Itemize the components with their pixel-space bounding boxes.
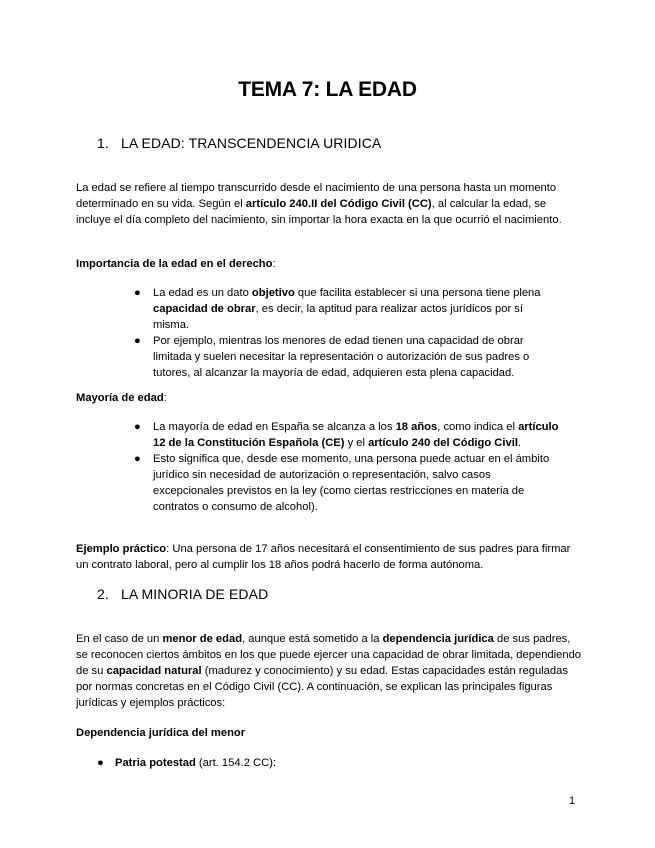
text-run: La mayoría de edad en España se alcanza a los bbox=[153, 421, 396, 433]
bullet-item bbox=[0, 285, 561, 333]
text-run: La edad se refiere al tiempo transcurrido desde el nacimiento de una persona hasta un momento determinado en su vida. Según el bbox=[76, 182, 557, 210]
bold-text-run: artículo 240 del Código Civil bbox=[368, 437, 518, 449]
text-run: . bbox=[517, 437, 522, 449]
text-run: , como indica el bbox=[437, 421, 519, 433]
section-2-intro bbox=[76, 631, 581, 711]
bullet-dot-icon: ● bbox=[134, 287, 141, 299]
section-1-intro bbox=[76, 180, 581, 228]
text-run: : Una persona de 17 años necesitará el consentimiento de sus padres para firmar un contrato laboral, pero al cumplir los 18 años podrá hacerlo de forma autónoma. bbox=[76, 543, 571, 571]
ejemplo-practico bbox=[76, 541, 581, 573]
bold-text-run: artículo 240.II del Código Civil (CC) bbox=[245, 198, 432, 210]
bullet-dot-icon: ● bbox=[134, 421, 141, 433]
bold-text-run: capacidad natural bbox=[106, 665, 202, 677]
text-run: En el caso de un bbox=[76, 633, 163, 645]
bold-text-run: capacidad de obrar bbox=[153, 303, 256, 315]
section-2-title: LA MINORIA DE EDAD bbox=[121, 586, 269, 602]
text-run: y el bbox=[344, 437, 369, 449]
importancia-bullet-list bbox=[0, 285, 561, 381]
bold-text-run: Patria potestad bbox=[115, 757, 196, 769]
bullet-dot-icon: ● bbox=[134, 335, 141, 347]
text-run: Por ejemplo, mientras los menores de edad tienen una capacidad de obrar limitada y suelen necesitar la representación o autorización de sus padres o tutores, al alcanzar la mayoría de edad, adquieren esta plena capacidad. bbox=[153, 335, 530, 379]
text-run: , es decir, la aptitud para realizar actos jurídicos por sí misma. bbox=[153, 303, 523, 331]
text-run: La edad es un dato bbox=[153, 287, 252, 299]
text-run: de sus padres, se reconocen ciertos ámbitos en los que puede ejercer una capacidad de obrar limitada, dependiendo de su bbox=[76, 633, 582, 677]
bold-text-run: 18 años bbox=[395, 421, 438, 433]
text-run: , aunque está sometido a la bbox=[242, 633, 383, 645]
bold-text-run: objetivo bbox=[251, 287, 295, 299]
text-run: (madurez y conocimiento) y su edad. Estas capacidades están reguladas por normas concretas en el Código Civil (CC). A continuación, se explican las principales figuras jurídicas y ejemplos prácticos: bbox=[76, 665, 568, 709]
bullet-item bbox=[0, 333, 561, 381]
bullet-item bbox=[0, 755, 523, 771]
text-run: , al calcular la edad, se incluye el día completo del nacimiento, sin importar la hora exacta en la que ocurrió el nacimiento. bbox=[76, 198, 562, 226]
bold-text-run: artículo 12 de la Constitución Española (CE) bbox=[153, 421, 559, 449]
section-1-title: LA EDAD: TRANSCENDENCIA URIDICA bbox=[121, 135, 382, 151]
text-run: Esto significa que, desde ese momento, una persona puede actuar en el ámbito jurídico sin necesidad de autorización o representación, salvo casos excepcionales previstos en la ley (como ciertas restricciones en materia de contratos o consumo de alcohol). bbox=[153, 453, 550, 513]
section-1-number: 1. bbox=[97, 135, 109, 151]
bold-text-run: dependencia jurídica bbox=[382, 633, 494, 645]
section-2-heading bbox=[97, 586, 268, 602]
bullet-dot-icon: ● bbox=[134, 453, 141, 465]
bullet-item bbox=[0, 419, 561, 451]
text-run: que facilita establecer si una persona tiene plena bbox=[294, 287, 541, 299]
section-2-number: 2. bbox=[97, 586, 109, 602]
bullet-item bbox=[0, 451, 561, 515]
importancia-label: Importancia de la edad en el derecho: bbox=[76, 258, 276, 270]
mayoria-bullet-list bbox=[0, 419, 561, 515]
mayoria-label: Mayoría de edad: bbox=[76, 392, 167, 404]
page-title: TEMA 7: LA EDAD bbox=[238, 78, 417, 101]
bold-text-run: Ejemplo práctico bbox=[76, 543, 167, 555]
page-number: 1 bbox=[569, 795, 576, 807]
bullet-dot-icon: ● bbox=[97, 757, 104, 769]
dependencia-bullet-list bbox=[0, 755, 523, 771]
section-1-heading bbox=[97, 135, 381, 151]
dependencia-label: Dependencia jurídica del menor bbox=[76, 727, 246, 739]
bold-text-run: menor de edad bbox=[162, 633, 243, 645]
text-run: (art. 154.2 CC): bbox=[195, 757, 277, 769]
